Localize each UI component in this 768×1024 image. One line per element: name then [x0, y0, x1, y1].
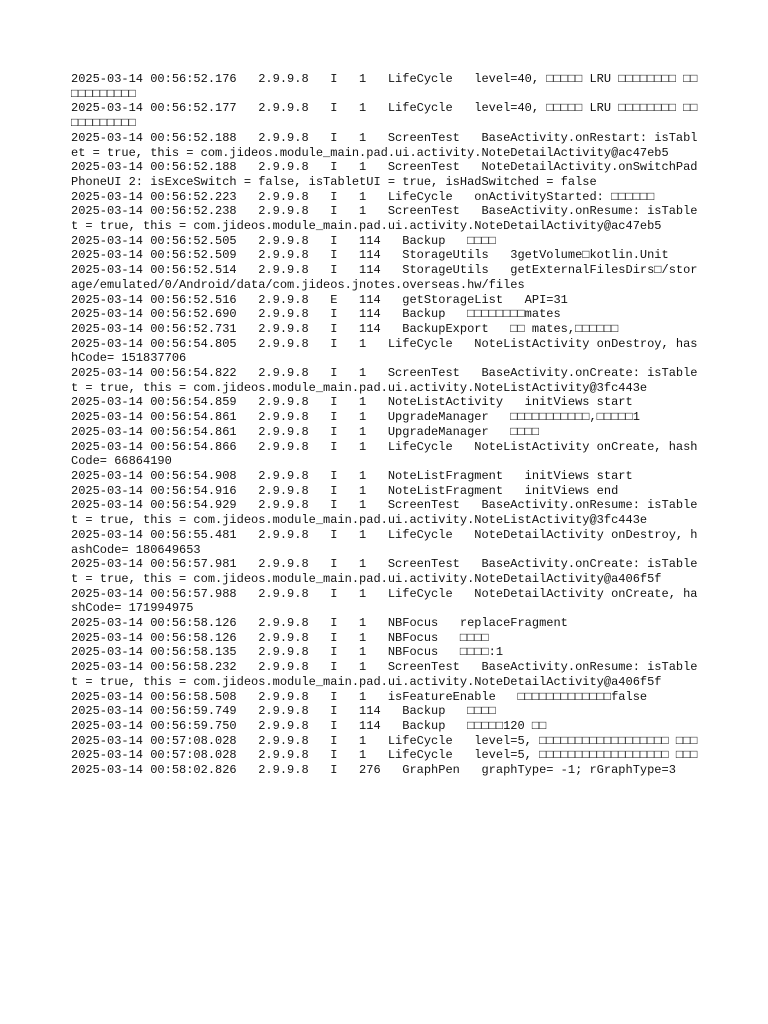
log-line: 2025-03-14 00:56:52.188 2.9.9.8 I 1 ScreenTest BaseActivity.onRestart: isTablet = true, this = com.jideos.module_main.pad.ui.activity.NoteDetailActivity@ac47eb5: [71, 130, 698, 160]
log-line: 2025-03-14 00:56:58.126 2.9.9.8 I 1 NBFocus □□□□: [71, 630, 489, 645]
log-line: 2025-03-14 00:56:52.238 2.9.9.8 I 1 ScreenTest BaseActivity.onResume: isTablet = true, this = com.jideos.module_main.pad.ui.activity.NoteDetailActivity@ac47eb5: [71, 204, 698, 234]
log-line: 2025-03-14 00:57:08.028 2.9.9.8 I 1 LifeCycle level=5, □□□□□□□□□□□□□□□□□□ □□□: [71, 733, 698, 748]
log-line: 2025-03-14 00:56:52.223 2.9.9.8 I 1 LifeCycle onActivityStarted: □□□□□□: [71, 189, 655, 204]
log-line: 2025-03-14 00:56:57.981 2.9.9.8 I 1 ScreenTest BaseActivity.onCreate: isTablet = true, this = com.jideos.module_main.pad.ui.activity.NoteDetailActivity@a406f5f: [71, 557, 698, 586]
log-line: 2025-03-14 00:56:58.135 2.9.9.8 I 1 NBFocus □□□□:1: [71, 645, 504, 660]
log-line: 2025-03-14 00:56:52.177 2.9.9.8 I 1 LifeCycle level=40, □□□□□ LRU □□□□□□□□ □□□□□□□□□□□: [71, 101, 698, 131]
log-line: 2025-03-14 00:56:52.505 2.9.9.8 I 114 Backup □□□□: [71, 233, 496, 248]
log-line: 2025-03-14 00:56:55.481 2.9.9.8 I 1 LifeCycle NoteDetailActivity onDestroy, hashCode= 180649653: [71, 527, 698, 557]
log-line: 2025-03-14 00:56:54.861 2.9.9.8 I 1 UpgradeManager □□□□: [71, 424, 540, 439]
log-line: 2025-03-14 00:56:52.514 2.9.9.8 I 114 StorageUtils getExternalFilesDirs□/storage/emulated/0/Android/data/com.jideos.jnotes.overseas.hw/files: [71, 263, 698, 292]
log-line: 2025-03-14 00:56:52.188 2.9.9.8 I 1 ScreenTest NoteDetailActivity.onSwitchPadPhoneUI 2: isExceSwitch = false, isTabletUI = true, isHadSwitched = false: [71, 160, 698, 189]
log-line: 2025-03-14 00:56:52.176 2.9.9.8 I 1 LifeCycle level=40, □□□□□ LRU □□□□□□□□ □□□□□□□□□□□: [71, 72, 698, 101]
log-line: 2025-03-14 00:58:02.826 2.9.9.8 I 276 GraphPen graphType= -1; rGraphType=3: [71, 763, 676, 778]
log-line: 2025-03-14 00:56:54.805 2.9.9.8 I 1 LifeCycle NoteListActivity onDestroy, hashCode= 151837706: [71, 336, 698, 366]
log-line: 2025-03-14 00:57:08.028 2.9.9.8 I 1 LifeCycle level=5, □□□□□□□□□□□□□□□□□□ □□□: [71, 748, 698, 763]
log-line: 2025-03-14 00:56:58.508 2.9.9.8 I 1 isFeatureEnable □□□□□□□□□□□□□false: [71, 689, 648, 704]
log-line: 2025-03-14 00:56:54.861 2.9.9.8 I 1 UpgradeManager □□□□□□□□□□□,□□□□□1: [71, 410, 640, 425]
log-line: 2025-03-14 00:56:52.731 2.9.9.8 I 114 BackupExport □□ mates,□□□□□□: [71, 321, 619, 336]
log-line: 2025-03-14 00:56:54.822 2.9.9.8 I 1 ScreenTest BaseActivity.onCreate: isTablet = true, this = com.jideos.module_main.pad.ui.activity.NoteListActivity@3fc443e: [71, 366, 698, 395]
log-line: 2025-03-14 00:56:54.908 2.9.9.8 I 1 NoteListFragment initViews start: [71, 468, 633, 483]
log-line: 2025-03-14 00:56:54.866 2.9.9.8 I 1 LifeCycle NoteListActivity onCreate, hashCode= 66864190: [71, 439, 698, 469]
log-line: 2025-03-14 00:56:59.750 2.9.9.8 I 114 Backup □□□□□120 □□: [71, 718, 547, 733]
log-line: 2025-03-14 00:56:54.859 2.9.9.8 I 1 NoteListActivity initViews start: [71, 395, 633, 410]
log-line: 2025-03-14 00:56:58.126 2.9.9.8 I 1 NBFocus replaceFragment: [71, 616, 568, 631]
log-line: 2025-03-14 00:56:52.509 2.9.9.8 I 114 StorageUtils 3getVolume□kotlin.Unit: [71, 248, 669, 263]
log-line: 2025-03-14 00:56:54.916 2.9.9.8 I 1 NoteListFragment initViews end: [71, 483, 619, 498]
log-line: 2025-03-14 00:56:54.929 2.9.9.8 I 1 ScreenTest BaseActivity.onResume: isTablet = true, this = com.jideos.module_main.pad.ui.activity.NoteListActivity@3fc443e: [71, 498, 698, 528]
log-line: 2025-03-14 00:56:52.516 2.9.9.8 E 114 getStorageList API=31: [71, 292, 568, 307]
log-document: [71, 72, 701, 778]
log-line: 2025-03-14 00:56:57.988 2.9.9.8 I 1 LifeCycle NoteDetailActivity onCreate, hashCode= 171994975: [71, 586, 698, 616]
log-line: 2025-03-14 00:56:59.749 2.9.9.8 I 114 Backup □□□□: [71, 704, 496, 719]
log-line: 2025-03-14 00:56:52.690 2.9.9.8 I 114 Backup □□□□□□□□mates: [71, 307, 561, 322]
log-line: 2025-03-14 00:56:58.232 2.9.9.8 I 1 ScreenTest BaseActivity.onResume: isTablet = true, this = com.jideos.module_main.pad.ui.activity.NoteDetailActivity@a406f5f: [71, 660, 698, 689]
